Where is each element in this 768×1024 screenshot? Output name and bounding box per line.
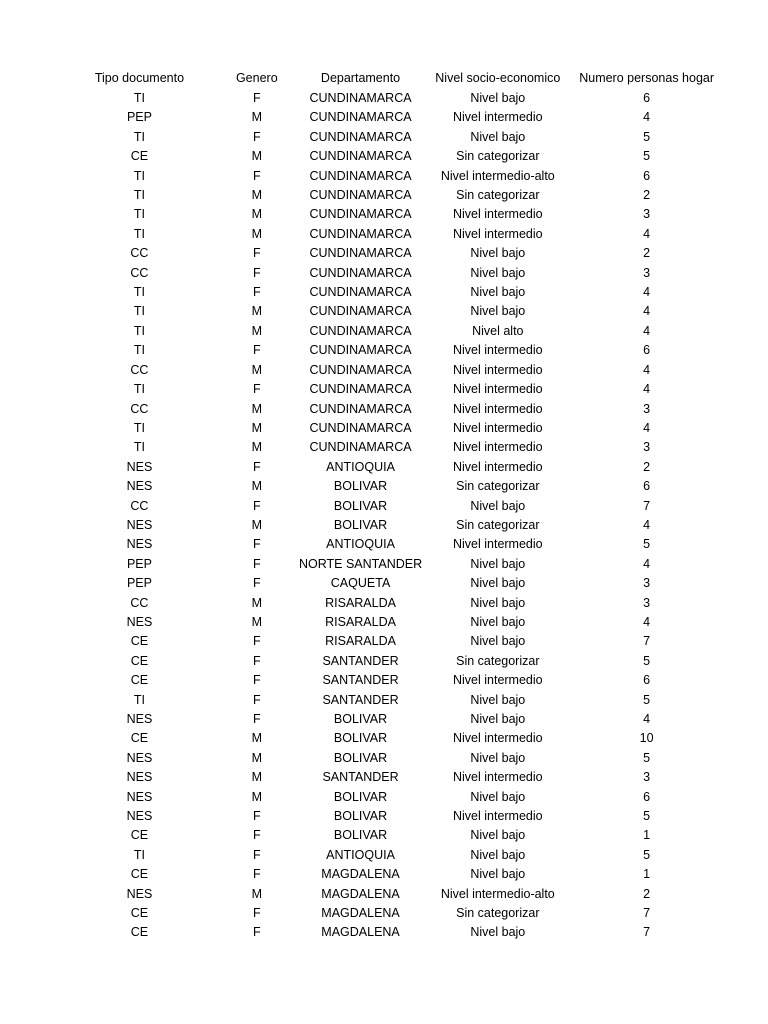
cell-tipo-documento: TI	[133, 226, 145, 241]
table-row	[64, 419, 720, 438]
cell-nivel-socio-economico: Nivel intermedio	[452, 809, 543, 824]
table-row	[64, 671, 720, 690]
table-row	[64, 788, 720, 807]
cell-tipo-documento: CE	[130, 828, 149, 843]
cell-genero: F	[252, 925, 261, 940]
cell-departamento: CUNDINAMARCA	[309, 323, 412, 338]
cell-genero: M	[251, 110, 263, 125]
cell-tipo-documento: CE	[130, 149, 149, 164]
cell-tipo-documento: NES	[126, 770, 153, 785]
cell-departamento: CUNDINAMARCA	[309, 207, 412, 222]
cell-departamento: BOLIVAR	[333, 828, 388, 843]
table-row	[64, 574, 720, 593]
cell-numero-personas-hogar: 4	[643, 285, 651, 300]
table-row	[64, 826, 720, 845]
cell-departamento: CUNDINAMARCA	[309, 304, 412, 319]
header-tipo-documento: Tipo documento	[94, 71, 185, 85]
cell-departamento: BOLIVAR	[333, 479, 388, 494]
table-row	[64, 205, 720, 224]
cell-tipo-documento: NES	[126, 537, 153, 552]
cell-tipo-documento: NES	[126, 809, 153, 824]
cell-departamento: BOLIVAR	[333, 712, 388, 726]
table-row	[64, 458, 720, 477]
cell-tipo-documento: TI	[133, 129, 145, 144]
cell-nivel-socio-economico: Nivel bajo	[470, 576, 526, 591]
cell-tipo-documento: PEP	[126, 110, 152, 125]
table-row	[64, 244, 720, 263]
cell-nivel-socio-economico: Nivel bajo	[470, 246, 526, 261]
cell-departamento: CUNDINAMARCA	[309, 91, 412, 105]
cell-tipo-documento: TI	[133, 847, 145, 862]
cell-genero: M	[251, 750, 263, 765]
cell-genero: M	[251, 479, 263, 494]
cell-nivel-socio-economico: Nivel bajo	[470, 498, 526, 513]
cell-tipo-documento: TI	[133, 343, 145, 358]
cell-numero-personas-hogar: 3	[643, 207, 651, 222]
cell-nivel-socio-economico: Nivel intermedio	[452, 673, 543, 688]
cell-departamento: MAGDALENA	[321, 867, 400, 882]
cell-numero-personas-hogar: 5	[643, 653, 651, 668]
cell-tipo-documento: TI	[133, 440, 145, 455]
cell-departamento: MAGDALENA	[321, 925, 400, 940]
table-row	[64, 729, 720, 748]
table-body	[64, 89, 720, 943]
cell-tipo-documento: CE	[130, 925, 149, 940]
cell-genero: F	[252, 91, 261, 105]
table-row	[64, 904, 720, 923]
cell-departamento: CUNDINAMARCA	[309, 265, 412, 280]
cell-numero-personas-hogar: 6	[643, 789, 651, 804]
cell-genero: M	[251, 188, 263, 203]
table-row	[64, 613, 720, 632]
cell-numero-personas-hogar: 7	[643, 498, 651, 513]
cell-nivel-socio-economico: Nivel bajo	[470, 595, 526, 610]
cell-nivel-socio-economico: Nivel bajo	[470, 129, 526, 144]
cell-nivel-socio-economico: Nivel bajo	[470, 789, 526, 804]
cell-nivel-socio-economico: Nivel intermedio	[452, 207, 543, 222]
cell-numero-personas-hogar: 4	[643, 304, 651, 319]
cell-numero-personas-hogar: 4	[643, 614, 651, 629]
cell-genero: M	[251, 886, 263, 901]
table-row	[64, 652, 720, 671]
cell-departamento: MAGDALENA	[321, 906, 400, 921]
cell-numero-personas-hogar: 4	[643, 382, 651, 397]
cell-departamento: CUNDINAMARCA	[309, 149, 412, 164]
table-row	[64, 302, 720, 321]
cell-departamento: CUNDINAMARCA	[309, 110, 412, 125]
cell-tipo-documento: TI	[133, 420, 145, 435]
table-row	[64, 128, 720, 147]
cell-genero: F	[252, 382, 261, 397]
cell-departamento: CUNDINAMARCA	[309, 420, 412, 435]
cell-departamento: CUNDINAMARCA	[309, 226, 412, 241]
cell-genero: M	[251, 226, 263, 241]
cell-departamento: BOLIVAR	[333, 809, 388, 824]
cell-nivel-socio-economico: Nivel bajo	[470, 304, 526, 319]
cell-departamento: BOLIVAR	[333, 789, 388, 804]
table-row	[64, 225, 720, 244]
cell-genero: M	[251, 323, 263, 338]
cell-genero: F	[252, 906, 261, 921]
cell-tipo-documento: NES	[126, 886, 153, 901]
cell-tipo-documento: TI	[133, 91, 145, 105]
cell-tipo-documento: TI	[133, 188, 145, 203]
cell-departamento: ANTIOQUIA	[326, 459, 395, 474]
cell-nivel-socio-economico: Nivel intermedio	[452, 382, 543, 397]
cell-genero: F	[252, 129, 261, 144]
cell-nivel-socio-economico: Nivel intermedio	[452, 401, 543, 416]
cell-numero-personas-hogar: 6	[643, 168, 651, 183]
cell-numero-personas-hogar: 5	[643, 809, 651, 824]
cell-numero-personas-hogar: 2	[643, 188, 651, 203]
table-row	[64, 555, 720, 574]
cell-nivel-socio-economico: Nivel intermedio-alto	[440, 886, 555, 901]
cell-genero: M	[251, 401, 263, 416]
cell-nivel-socio-economico: Sin categorizar	[456, 188, 540, 203]
cell-nivel-socio-economico: Nivel bajo	[470, 285, 526, 300]
cell-genero: F	[252, 867, 261, 882]
cell-nivel-socio-economico: Nivel intermedio	[452, 537, 543, 552]
cell-genero: F	[252, 246, 261, 261]
cell-nivel-socio-economico: Nivel bajo	[470, 265, 526, 280]
cell-tipo-documento: NES	[126, 517, 153, 532]
cell-numero-personas-hogar: 4	[643, 712, 651, 726]
table-row	[64, 108, 720, 127]
cell-nivel-socio-economico: Sin categorizar	[456, 653, 540, 668]
table-row	[64, 147, 720, 166]
cell-numero-personas-hogar: 1	[643, 828, 651, 843]
table-row	[64, 535, 720, 554]
table-row	[64, 632, 720, 651]
table-row	[64, 322, 720, 341]
cell-genero: F	[252, 576, 261, 591]
cell-numero-personas-hogar: 3	[643, 401, 651, 416]
cell-nivel-socio-economico: Sin categorizar	[456, 149, 540, 164]
cell-nivel-socio-economico: Nivel bajo	[470, 847, 526, 862]
table-row	[64, 865, 720, 884]
cell-genero: M	[251, 595, 263, 610]
table-row	[64, 477, 720, 496]
cell-numero-personas-hogar: 2	[643, 886, 651, 901]
cell-numero-personas-hogar: 2	[643, 246, 651, 261]
cell-numero-personas-hogar: 3	[643, 576, 651, 591]
cell-tipo-documento: CE	[130, 673, 149, 688]
cell-departamento: BOLIVAR	[333, 498, 388, 513]
cell-numero-personas-hogar: 1	[643, 867, 651, 882]
table-row	[64, 885, 720, 904]
cell-numero-personas-hogar: 5	[643, 149, 651, 164]
cell-nivel-socio-economico: Nivel intermedio	[452, 420, 543, 435]
cell-numero-personas-hogar: 4	[643, 110, 651, 125]
cell-nivel-socio-economico: Nivel bajo	[470, 750, 526, 765]
header-nivel-socio-economico: Nivel socio-economico	[435, 71, 561, 85]
cell-departamento: SANTANDER	[322, 692, 399, 707]
cell-departamento: CUNDINAMARCA	[309, 129, 412, 144]
cell-nivel-socio-economico: Nivel intermedio-alto	[440, 168, 555, 183]
table-row	[64, 846, 720, 865]
cell-departamento: CUNDINAMARCA	[309, 401, 412, 416]
cell-departamento: BOLIVAR	[333, 517, 388, 532]
cell-nivel-socio-economico: Sin categorizar	[456, 479, 540, 494]
cell-numero-personas-hogar: 4	[643, 420, 651, 435]
table-row	[64, 438, 720, 457]
cell-numero-personas-hogar: 6	[643, 673, 651, 688]
cell-departamento: SANTANDER	[322, 653, 399, 668]
cell-numero-personas-hogar: 4	[643, 226, 651, 241]
table-row	[64, 749, 720, 768]
cell-numero-personas-hogar: 3	[643, 595, 651, 610]
cell-departamento: CUNDINAMARCA	[309, 362, 412, 377]
cell-nivel-socio-economico: Nivel bajo	[470, 614, 526, 629]
cell-genero: M	[251, 517, 263, 532]
cell-tipo-documento: CE	[130, 906, 149, 921]
cell-genero: M	[251, 614, 263, 629]
cell-nivel-socio-economico: Nivel intermedio	[452, 343, 543, 358]
cell-numero-personas-hogar: 6	[643, 91, 651, 105]
table-row	[64, 400, 720, 419]
cell-departamento: BOLIVAR	[333, 750, 388, 765]
cell-departamento: CUNDINAMARCA	[309, 246, 412, 261]
cell-numero-personas-hogar: 5	[643, 847, 651, 862]
cell-nivel-socio-economico: Nivel intermedio	[452, 440, 543, 455]
cell-nivel-socio-economico: Nivel bajo	[470, 712, 526, 726]
cell-genero: F	[252, 692, 261, 707]
cell-tipo-documento: TI	[133, 382, 145, 397]
table-row	[64, 264, 720, 283]
cell-genero: M	[251, 789, 263, 804]
cell-nivel-socio-economico: Nivel bajo	[470, 91, 526, 105]
cell-nivel-socio-economico: Nivel bajo	[470, 925, 526, 940]
table-row	[64, 807, 720, 826]
cell-departamento: BOLIVAR	[333, 731, 388, 746]
table-row	[64, 710, 720, 729]
cell-nivel-socio-economico: Nivel intermedio	[452, 731, 543, 746]
cell-numero-personas-hogar: 4	[643, 362, 651, 377]
table-row	[64, 923, 720, 942]
cell-tipo-documento: CE	[130, 867, 149, 882]
cell-tipo-documento: TI	[133, 692, 145, 707]
cell-nivel-socio-economico: Nivel intermedio	[452, 459, 543, 474]
cell-genero: F	[252, 556, 261, 571]
table-row	[64, 341, 720, 360]
cell-numero-personas-hogar: 2	[643, 459, 651, 474]
table-row	[64, 594, 720, 613]
cell-tipo-documento: NES	[126, 459, 153, 474]
table-row	[64, 361, 720, 380]
cell-departamento: CUNDINAMARCA	[309, 168, 412, 183]
cell-genero: F	[252, 265, 261, 280]
cell-numero-personas-hogar: 4	[643, 556, 651, 571]
cell-numero-personas-hogar: 5	[643, 750, 651, 765]
cell-genero: F	[252, 673, 261, 688]
cell-departamento: SANTANDER	[322, 673, 399, 688]
cell-departamento: MAGDALENA	[321, 886, 400, 901]
cell-nivel-socio-economico: Nivel intermedio	[452, 226, 543, 241]
cell-departamento: CUNDINAMARCA	[309, 440, 412, 455]
cell-numero-personas-hogar: 5	[643, 129, 651, 144]
cell-departamento: RISARALDA	[325, 634, 396, 649]
cell-departamento: CUNDINAMARCA	[309, 343, 412, 358]
cell-nivel-socio-economico: Nivel bajo	[470, 867, 526, 882]
table-row	[64, 186, 720, 205]
cell-genero: F	[252, 537, 261, 552]
cell-genero: F	[252, 828, 261, 843]
cell-tipo-documento: TI	[133, 168, 145, 183]
cell-departamento: CUNDINAMARCA	[309, 285, 412, 300]
cell-departamento: ANTIOQUIA	[326, 847, 395, 862]
cell-genero: F	[252, 459, 261, 474]
cell-tipo-documento: CC	[130, 246, 149, 261]
cell-nivel-socio-economico: Sin categorizar	[456, 517, 540, 532]
table-row	[64, 497, 720, 516]
cell-departamento: CUNDINAMARCA	[309, 188, 412, 203]
cell-tipo-documento: PEP	[126, 576, 152, 591]
cell-genero: M	[251, 440, 263, 455]
cell-nivel-socio-economico: Nivel bajo	[470, 692, 526, 707]
cell-nivel-socio-economico: Nivel bajo	[470, 556, 526, 571]
header-genero: Genero	[235, 71, 278, 85]
cell-tipo-documento: NES	[126, 789, 153, 804]
cell-genero: M	[251, 731, 263, 746]
cell-departamento: RISARALDA	[325, 614, 396, 629]
cell-numero-personas-hogar: 6	[643, 343, 651, 358]
cell-genero: F	[252, 343, 261, 358]
cell-genero: M	[251, 149, 263, 164]
table-row	[64, 283, 720, 302]
cell-tipo-documento: CE	[130, 731, 149, 746]
cell-genero: M	[251, 362, 263, 377]
cell-nivel-socio-economico: Nivel intermedio	[452, 110, 543, 125]
cell-numero-personas-hogar: 7	[643, 634, 651, 649]
header-departamento: Departamento	[320, 71, 401, 85]
cell-numero-personas-hogar: 4	[643, 517, 651, 532]
cell-numero-personas-hogar: 7	[643, 925, 651, 940]
cell-tipo-documento: CE	[130, 653, 149, 668]
cell-numero-personas-hogar: 3	[643, 770, 651, 785]
cell-genero: F	[252, 498, 261, 513]
cell-nivel-socio-economico: Nivel alto	[472, 323, 524, 338]
cell-genero: F	[252, 712, 261, 726]
cell-tipo-documento: TI	[133, 323, 145, 338]
cell-genero: M	[251, 207, 263, 222]
cell-departamento: CAQUETA	[330, 576, 391, 591]
cell-genero: F	[252, 168, 261, 183]
cell-numero-personas-hogar: 5	[643, 537, 651, 552]
cell-genero: F	[252, 285, 261, 300]
cell-genero: F	[252, 847, 261, 862]
cell-numero-personas-hogar: 7	[643, 906, 651, 921]
cell-nivel-socio-economico: Nivel bajo	[470, 828, 526, 843]
cell-numero-personas-hogar: 6	[643, 479, 651, 494]
cell-tipo-documento: NES	[126, 614, 153, 629]
cell-numero-personas-hogar: 5	[643, 692, 651, 707]
cell-numero-personas-hogar: 4	[643, 323, 651, 338]
cell-tipo-documento: TI	[133, 304, 145, 319]
cell-numero-personas-hogar: 3	[643, 440, 651, 455]
cell-nivel-socio-economico: Nivel bajo	[470, 634, 526, 649]
table-row	[64, 691, 720, 710]
data-table	[64, 68, 720, 943]
cell-tipo-documento: CC	[130, 265, 149, 280]
cell-nivel-socio-economico: Nivel intermedio	[452, 362, 543, 377]
cell-tipo-documento: TI	[133, 207, 145, 222]
cell-tipo-documento: NES	[126, 712, 153, 726]
table-row	[64, 89, 720, 108]
cell-tipo-documento: NES	[126, 479, 153, 494]
header-row	[64, 68, 720, 89]
table-row	[64, 380, 720, 399]
cell-numero-personas-hogar: 3	[643, 265, 651, 280]
table-row	[64, 167, 720, 186]
cell-departamento: ANTIOQUIA	[326, 537, 395, 552]
table-header	[64, 68, 720, 89]
cell-genero: F	[252, 653, 261, 668]
cell-departamento: SANTANDER	[322, 770, 399, 785]
cell-nivel-socio-economico: Sin categorizar	[456, 906, 540, 921]
cell-departamento: NORTE SANTANDER	[298, 556, 423, 571]
cell-tipo-documento: CE	[130, 634, 149, 649]
cell-nivel-socio-economico: Nivel intermedio	[452, 770, 543, 785]
cell-tipo-documento: CC	[130, 362, 149, 377]
cell-genero: F	[252, 809, 261, 824]
cell-tipo-documento: CC	[130, 401, 149, 416]
cell-tipo-documento: PEP	[126, 556, 152, 571]
header-numero-personas-hogar: Numero personas hogar	[579, 71, 715, 85]
cell-departamento: CUNDINAMARCA	[309, 382, 412, 397]
cell-genero: M	[251, 770, 263, 785]
table-row	[64, 768, 720, 787]
cell-tipo-documento: CC	[130, 498, 149, 513]
cell-tipo-documento: TI	[133, 285, 145, 300]
cell-genero: F	[252, 634, 261, 649]
cell-tipo-documento: CC	[130, 595, 149, 610]
cell-departamento: RISARALDA	[325, 595, 396, 610]
cell-genero: M	[251, 420, 263, 435]
cell-genero: M	[251, 304, 263, 319]
cell-tipo-documento: NES	[126, 750, 153, 765]
cell-numero-personas-hogar: 10	[639, 731, 654, 746]
table-row	[64, 516, 720, 535]
